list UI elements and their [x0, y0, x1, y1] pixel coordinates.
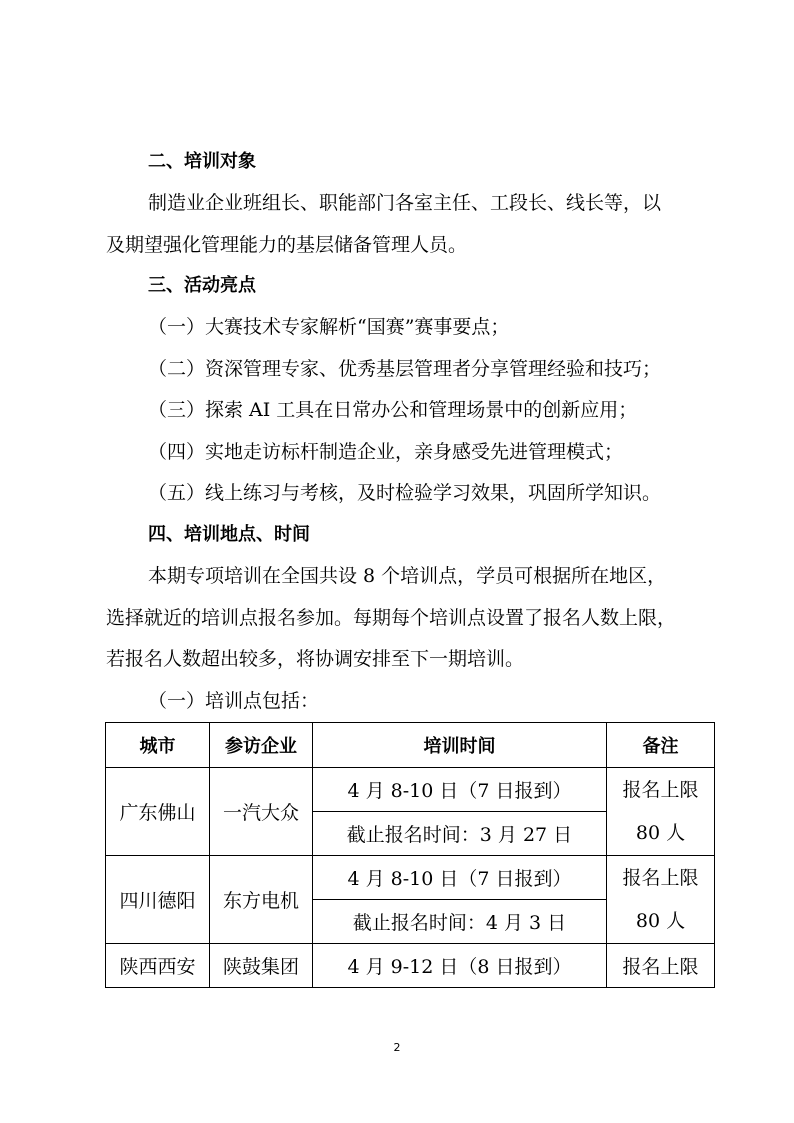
note-line: 报名上限: [622, 778, 699, 801]
paragraph-line: 若报名人数超出较多，将协调安排至下一期培训。: [106, 648, 525, 670]
note-line: 80 人: [635, 821, 686, 844]
paragraph-line: 选择就近的培训点报名参加。每期每个培训点设置了报名人数上限，: [106, 607, 677, 629]
city-cell: 广东佛山: [106, 768, 210, 856]
sub-heading: （一）培训点包括：: [148, 690, 320, 712]
deadline-cell: 截止报名时间：4 月 3 日: [313, 900, 607, 944]
note-cell: 报名上限: [607, 944, 715, 988]
time-cell: 4 月 8-10 日（7 日报到）: [313, 768, 607, 812]
table-row: [106, 856, 715, 900]
paragraph-line: 及期望强化管理能力的基层储备管理人员。: [106, 234, 468, 256]
header-note: 备注: [607, 723, 715, 768]
company-cell: 一汽大众: [210, 768, 313, 856]
section-heading: 二、培训对象: [148, 151, 256, 172]
header-city: 城市: [106, 723, 210, 768]
training-sites-table: [105, 722, 715, 988]
page-number: 2: [393, 1041, 401, 1054]
paragraph-line: 制造业企业班组长、职能部门各室主任、工段长、线长等，以: [148, 192, 662, 214]
city-cell: 陕西西安: [106, 944, 210, 988]
note-line: 报名上限: [622, 866, 699, 889]
table-header-row: [106, 723, 715, 768]
paragraph-line: 本期专项培训在全国共设 8 个培训点，学员可根据所在地区，: [148, 565, 667, 587]
time-cell: 4 月 8-10 日（7 日报到）: [313, 856, 607, 900]
time-cell: 4 月 9-12 日（8 日报到）: [313, 944, 607, 988]
company-cell: 东方电机: [210, 856, 313, 944]
list-item: （二）资深管理专家、优秀基层管理者分享管理经验和技巧；: [148, 358, 662, 380]
table-row: [106, 944, 715, 988]
city-cell: 四川德阳: [106, 856, 210, 944]
company-cell: 陕鼓集团: [210, 944, 313, 988]
header-time: 培训时间: [313, 723, 607, 768]
note-line: 80 人: [635, 909, 686, 932]
header-company: 参访企业: [210, 723, 313, 768]
section-heading: 四、培训地点、时间: [148, 524, 310, 545]
list-item: （一）大赛技术专家解析“国赛”赛事要点；: [148, 316, 510, 338]
list-item: （五）线上练习与考核，及时检验学习效果，巩固所学知识。: [148, 482, 662, 504]
note-cell: [607, 768, 715, 856]
note-cell: [607, 856, 715, 944]
table-row: [106, 768, 715, 812]
list-item: （三）探索 AI 工具在日常办公和管理场景中的创新应用；: [148, 399, 638, 421]
list-item: （四）实地走访标杆制造企业，亲身感受先进管理模式；: [148, 441, 624, 463]
deadline-cell: 截止报名时间：3 月 27 日: [313, 812, 607, 856]
section-heading: 三、活动亮点: [148, 275, 256, 296]
